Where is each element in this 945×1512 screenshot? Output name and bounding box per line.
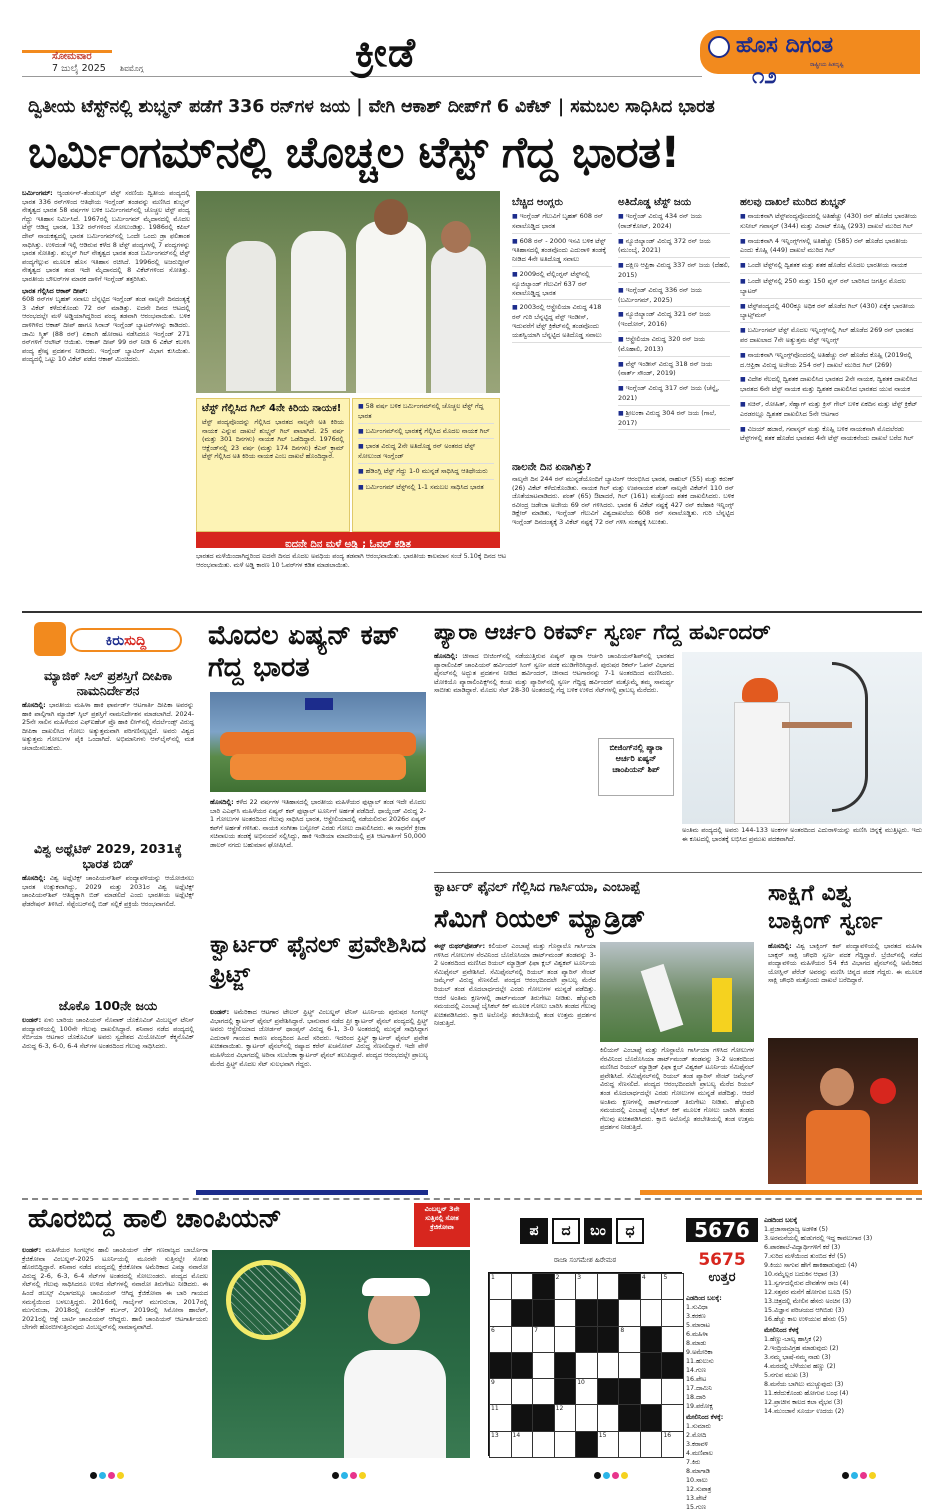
gill-record-9: ■ ಸಚಿನ್, ರೋಹಿತ್, ಸೆಹ್ವಾಗ್ ಮತ್ತು ಕ್ರಿಸ್ ಗೇಲ್ ಬಳಿಕ ಏಕದಿನ ಮತ್ತು ಟೆಸ್ಟ್ ಕ್ರಿಕೆಟ್ ಎರಡರಲ್ಲೂ ದ್ವಿಶತಕ ದಾಖಲಿಸಿದ 5ನೇ ಆಟಗಾರ [740,400,922,422]
gill-record-8: ■ ವಿದೇಶ ನೆಲದಲ್ಲಿ ದ್ವಿಶತಕ ದಾಖಲಿಸಿದ ಭಾರತದ 2ನೇ ನಾಯಕ, ದ್ವಿಶತಕ ದಾಖಲಿಸಿದ ಭಾರತದ 6ನೇ ಟೆಸ್ಟ್ ನಾಯಕ ಮತ್ತು ದ್ವಿಶತಕ ದಾಖಲಿಸಿದ ಭಾರತದ ಯುವ ನಾಯಕ [740,375,922,397]
quick-fact-5: ■ ಬರ್ಮಿಂಗಮ್ ಟೆಸ್ಟ್‌ನಲ್ಲಿ 1-1 ಸಮಬಲ ಸಾಧಿಸಿದ ಭಾರತ [358,483,494,495]
registration-marks [0,1462,945,1474]
india-celebration-photo [196,191,500,393]
brief-2-title: ವಿಶ್ವ ಅಥ್ಲೆಟಿಕ್ 2029, 2031ಕ್ಕೆ ಭಾರತ ಬಿಡ್ [34,841,182,871]
answer-down-8: 12.ಸುಪಾತ್ರ [686,1486,712,1493]
clue-down-7: 11.ಕರೆದುಕೊಂಡು ಹೋಗುವ ಬಂಧ (4) [764,1390,849,1397]
answers-column [686,1294,760,1511]
crossword-cell-number: 14 [512,1431,521,1439]
crossword-cell [597,1299,620,1326]
crossword-letter-1: ಪ [520,1218,548,1244]
clue-across-5: 9.ಕಿಯು ಸಾಗುವ ಹೇಗೆ ಹಾಕಿಹಾಡುವುದು (4) [764,1262,858,1269]
hand-icon [34,622,66,656]
clues-across-title: ಎಡದಿಂದ ಬಲಕ್ಕೆ [764,1217,798,1224]
player-cap [362,1278,430,1296]
boxer-glove [870,1078,896,1104]
clue-across-6: 10.ನಮ್ಮೆಲ್ಲರ ಬದುಕಿನ ಆಧಾರ (3) [764,1271,839,1278]
reg-dots-mid-1 [332,1464,368,1483]
answer-down-6: 8.ಮಾಗಾಡಿ [686,1468,710,1475]
crossword-cell-number: 2 [555,1274,560,1281]
reg-dots-left [90,1464,126,1483]
crossword-cell[interactable] [597,1352,620,1379]
asia-cup-team-photo [210,692,426,792]
brief-1-dateline: ಹೊಸದಿಲ್ಲಿ: [22,701,46,709]
player-head-3 [374,199,408,235]
crossword-cell[interactable] [511,1273,534,1300]
clue-across-10: 15.ವಿಜ್ಞಾನ ಪರಿಚಯದ ಆಗಿಬಿಡು (3) [764,1307,845,1314]
clues-down-list [764,1335,924,1416]
crossword-cell [554,1378,577,1405]
harvinder-text: ಚೀನಾದ ಬೀಜಿಂಗ್‌ನಲ್ಲಿ ನಡೆಯುತ್ತಿರುವ ಏಷ್ಯನ್ ಪ್ಯಾರಾ ಆರ್ಚರಿ ಚಾಂಪಿಯನ್‌ಶಿಪ್‌ನಲ್ಲಿ ಭಾರತದ ಪ್ಯಾರಾಲಿಂಪಿಕ್ ಚಾಂಪಿಯನ್ ಹರ್ವಿಂದರ್ ಸಿಂಗ್ ಸ್ವರ್ಣ ಪದಕ ಮುಡಿಗೇರಿಸಿದ್ದಾರೆ. ಪುರುಷರ ರಿಕರ್ವ್ ಓಪನ್ ವಿಭಾಗದ ಫೈನಲ್‌ನಲ್ಲಿ ಅದ್ಭುತ ಪ್ರದರ್ಶನ ನೀಡಿದ ಹರ್ವಿಂದರ್, ಚೀನಾದ ಆಟಗಾರನನ್ನು 7-1 ಅಂತರದಿಂದ ಮಣಿಸಿದರು. ಟೋಕಿಯೊ ಪ್ಯಾರಾಲಿಂಪಿಕ್ಸ್‌ನಲ್ಲಿ ಕಂಚು ಮತ್ತು ಪ್ಯಾರಿಸ್‌ನಲ್ಲಿ ಸ್ವರ್ಣ ಗೆದ್ದಿದ್ದ ಹರ್ವಿಂದರ್ ಮತ್ತೊಮ್ಮೆ ತಮ್ಮ ಸಾಮರ್ಥ್ಯ ಸಾಬೀತು ಮಾಡಿದ್ದಾರೆ. ಮೊದಲ ಸೆಟ್ 28-30 ಅಂತರದಲ್ಲಿ ಗೆದ್ದ ಬಳಿಕ ಉಳಿದ ಸೆಟ್‌ಗಳಲ್ಲಿ ಪ್ರಾಬಲ್ಯ ಮೆರೆದರು. [434,652,674,695]
real-madrid-body-2: ಕಿಲಿಯನ್ ಎಂಬಾಪ್ಪೆ ಮತ್ತು ಗೊನ್ಜಾಲೊ ಗಾರ್ಸಿಯಾ ಗಳಿಸಿದ ಗೋಲುಗಳ ನೆರವಿನಿಂದ ಬೊರೊಸಿಯಾ ಡಾರ್ಟ್‌ಮಂಡ್ ತಂಡವನ್ನು 3-2 ಅಂತರದಿಂದ ಮಣಿಸಿದ ರಿಯಲ್ ಮ್ಯಾಡ್ರಿಡ್ ಫಿಫಾ ಕ್ಲಬ್ ವಿಶ್ವಕಪ್ ಟೂರ್ನಿಯ ಸೆಮಿಫೈನಲ್ ಪ್ರವೇಶಿಸಿದೆ. ಸೆಮಿಫೈನಲ್‌ನಲ್ಲಿ ರಿಯಲ್ ತಂಡ ಪ್ಯಾರಿಸ್ ಸೇಂಟ್ ಜರ್ಮೈನ್ ವಿರುದ್ಧ ಸೆಣಸಲಿದೆ. ಪಂದ್ಯದ ಆರಂಭದಿಂದಲೇ ಪ್ರಾಬಲ್ಯ ಮೆರೆದ ರಿಯಲ್ ತಂಡ ಮೊದಲಾರ್ಧದಲ್ಲೇ ಎರಡು ಗೋಲುಗಳ ಮುನ್ನಡೆ ಪಡೆದಿತ್ತು. ಆದರೆ ಅಂತಿಮ ಕ್ಷಣಗಳಲ್ಲಿ ಡಾರ್ಟ್‌ಮಂಡ್ ತಿರುಗೇಟು ನೀಡಿತು. ಹೆಚ್ಚುವರಿ ಸಮಯದಲ್ಲಿ ಎಂಬಾಪ್ಪೆ ಬೈಸಿಕಲ್ ಕಿಕ್ ಮೂಲಕ ಗೋಲು ಬಾರಿಸಿ ತಂಡದ ಗೆಲುವು ಖಚಿತಪಡಿಸಿದರು. ಕ್ಸಾಬಿ ಅಲೊನ್ಸೊ ತರಬೇತಿಯಲ್ಲಿ ತಂಡ ಉತ್ತಮ ಪ್ರದರ್ಶನ ನೀಡುತ್ತಿದೆ. [600,1046,754,1132]
real-madrid-headline: ಸೆಮಿಗೆ ರಿಯಲ್ ಮ್ಯಾಡ್ರಿಡ್ [434,904,646,933]
brief-2-body [22,874,194,992]
player-shirt [344,1350,446,1458]
archer-turban [742,678,778,702]
biggest-win-7: ■ ವೆಸ್ಟ್ ಇಂಡೀಸ್ ವಿರುದ್ಧ 318 ರನ್ ಜಯ (ನಾರ್ತ್ ಸೌಂಡ್, 2019) [618,360,730,382]
answer-across-2: 3.ಕರಕಣ [686,1313,706,1320]
player-figure-4 [431,246,486,393]
real-madrid-body [434,942,596,1186]
fritz-text: ಅಮೆರಿಕಾದ ಆಟಗಾರ ಟೇಲರ್ ಫ್ರಿಟ್ಜ್ ವಿಂಬಲ್ಡನ್ ಟೆನಿಸ್ ಟೂರ್ನಿಯ ಪುರುಷರ ಸಿಂಗಲ್ಸ್ ವಿಭಾಗದಲ್ಲಿ ಕ್ವಾರ್ಟರ್ ಫೈನಲ್ ಪ್ರವೇಶಿಸಿದ್ದಾರೆ. ಭಾನುವಾರ ನಡೆದ ಪ್ರೀ ಕ್ವಾರ್ಟರ್ ಫೈನಲ್ ಪಂದ್ಯದಲ್ಲಿ ಫ್ರಿಟ್ಜ್ ಅವರು ಆಸ್ಟ್ರೇಲಿಯಾದ ಜೋರ್ಡನ್ ಥಾಂಪ್ಸನ್ ವಿರುದ್ಧ 6-1, 3-0 ಅಂತರದಲ್ಲಿ ಮುನ್ನಡೆ ಸಾಧಿಸಿದ್ದಾಗ ಎದುರಾಳಿ ಗಾಯದ ಕಾರಣ ಪಂದ್ಯದಿಂದ ಹಿಂದೆ ಸರಿದರು. ಇದರಿಂದ ಫ್ರಿಟ್ಜ್ ಕ್ವಾರ್ಟರ್ ಫೈನಲ್ ಪ್ರವೇಶ ಖಚಿತವಾಯಿತು. ಕ್ವಾರ್ಟರ್ ಫೈನಲ್‌ನಲ್ಲಿ ರಷ್ಯಾದ ಕರೆನ್ ಖಚನೋವ್ ವಿರುದ್ಧ ಸೆಣಸಲಿದ್ದಾರೆ. ಇದೇ ವೇಳೆ ಮಹಿಳೆಯರ ವಿಭಾಗದಲ್ಲಿ ಅರಿನಾ ಸಬಲೆಂಕಾ ಕ್ವಾರ್ಟರ್ ಫೈನಲ್ ತಲುಪಿದ್ದಾರೆ. ಪಂದ್ಯದ ಆರಂಭದಲ್ಲೇ ಪ್ರಾಬಲ್ಯ ಮೆರೆದ ಫ್ರಿಟ್ಜ್ ಮೊದಲ ಸೆಟ್ ಸುಲಭವಾಗಿ ಗೆದ್ದರು. [210,1008,428,1068]
boxer-photo [768,1038,918,1184]
crossword-cell [532,1273,555,1300]
crossword-letter-3: ಬಂ [584,1218,612,1244]
answer-down-7: 10.ಸಾಲು [686,1477,708,1484]
answer-across-7: 11.ಹುಲುಸು [686,1358,714,1365]
biggest-win-5: ■ ನ್ಯೂಜಿಲ್ಯಾಂಡ್ ವಿರುದ್ಧ 321 ರನ್ ಜಯ (ಇಂದೋರ್, 2016) [618,310,730,332]
clue-across-7: 11.ಸ್ವರ್ಗದಲ್ಲಿರುವ ದೇವತೆಗಳ ರಾಜ (4) [764,1280,849,1287]
archer-bow [832,662,868,812]
brief-2-text: ವಿಶ್ವ ಅಥ್ಲೆಟಿಕ್ಸ್ ಚಾಂಪಿಯನ್‌ಶಿಪ್ ಪಂದ್ಯಾವಳಿಯನ್ನು ಆಯೋಜಿಸಲು ಭಾರತ ಉತ್ಸುಕವಾಗಿದ್ದು, 2029 ಮತ್ತು 2031ರ ವಿಶ್ವ ಅಥ್ಲೆಟಿಕ್ಸ್ ಚಾಂಪಿಯನ್‌ಶಿಪ್ ಆತಿಥ್ಯಕ್ಕಾಗಿ ಬಿಡ್ ಮಾಡಲಿದೆ ಎಂದು ಭಾರತೀಯ ಅಥ್ಲೆಟಿಕ್ಸ್ ಫೆಡರೇಷನ್ ತಿಳಿಸಿದೆ. ಸೆಪ್ಟೆಂಬರ್‌ನಲ್ಲಿ ಬಿಡ್ ಸಲ್ಲಿಕೆ ಪ್ರಕ್ರಿಯೆ ಆರಂಭವಾಗಲಿದೆ. [22,874,194,908]
gill-records-column [740,197,922,609]
gill-record-3: ■ ಒಂದೇ ಟೆಸ್ಟ್‌ನಲ್ಲಿ ದ್ವಿಶತಕ ಮತ್ತು ಶತಕ ಹೊಡೆದ ಮೊದಲ ಭಾರತೀಯ ನಾಯಕ [740,261,922,274]
brief-1-text: ಭಾರತೀಯ ಮಹಿಳಾ ಹಾಕಿ ಫಾರ್ವರ್ಡ್ ಆಟಗಾರ್ತಿ ದೀಪಿಕಾ ಅವರನ್ನು ಹಾಕಿ ಪಾಲ್ಗಿಗಾಗಿ ಮ್ಯಾಜಿಕ್ ಸ್ಕಿಲ್ ಪ್ರಶಸ್ತಿಗೆ ನಾಮನಿರ್ದೇಶನ ಮಾಡಲಾಗಿದೆ. 2024-25ನೇ ಸಾಲಿನ ಮಹಿಳೆಯರ ಎಫ್‌ಐಹೆಚ್ ಪ್ರೊ ಹಾಕಿ ಲೀಗ್‌ನಲ್ಲಿ ನೆದರ್ಲೆಂಡ್ಸ್ ವಿರುದ್ಧ ದೀಪಿಕಾ ದಾಖಲಿಸಿದ ಗೋಲು ಅತ್ಯುತ್ತಮವಾಗಿ ಪರಿಗಣಿಸಲ್ಪಟ್ಟಿದೆ. ಅವರು ವಿಶ್ವದ ಅತ್ಯುತ್ತಮ ಗೋಲುಗಳ ಪೈಕಿ ಒಂದಾಗಿದೆ. ಅಭಿಮಾನಿಗಳು ಆನ್‌ಲೈನ್‌ನಲ್ಲಿ ಮತ ಚಲಾಯಿಸಬಹುದು. [22,701,194,752]
crossword-subtitle: ರಾಜಾ ಸಂಗಮೇಶ ಹಿರೇಮಠ [553,1256,617,1264]
crossword-cell[interactable] [618,1352,641,1379]
crossword-cell-number: 10 [577,1379,585,1387]
brief-3-title: ಜೊಕೊ 100ನೇ ಜಯ [58,998,158,1013]
records-title: ಬೆಚ್ಚಿದ ಆಂಗ್ಲರು [512,197,563,208]
record-1: ■ ಇಂಗ್ಲೆಂಡ್ ಗೆಲುವಿಗೆ ಬೃಹತ್ 608 ರನ್ ಸವಾಲೊಡ್ಡಿದ ಭಾರತ [512,212,612,234]
brief-3-body [22,1016,194,1134]
kirusuddi-label-a: ಕಿರು [105,633,125,649]
young-captain-title: ಟೆಸ್ಟ್ ಗೆಲ್ಲಿಸಿದ ಗಿಲ್ 4ನೇ ಕಿರಿಯ ನಾಯಕ! [202,403,342,414]
brand-box [700,30,920,74]
answer-across-9: 16.ಪೇಟ [686,1376,707,1383]
answer-across-11: 18.ದಾರಿ [686,1394,706,1401]
clue-down-9: 14.ಮುಂಜಾನೆ ಸೂರ್ಯ ಉದಯ (2) [764,1408,844,1415]
halep-badge-line1: ವಿಂಬಲ್ಡನ್ 3ನೇ [424,1205,460,1213]
harvinder-dateline: ಹೊಸದಿಲ್ಲಿ: [434,652,458,660]
crossword-cell[interactable] [489,1299,512,1326]
crossword-cell [575,1299,598,1326]
clue-down-8: 12.ಪ್ರಾಚೀನ ಕಾಲದ ಕಲಾ ವೈಭವ (3) [764,1399,843,1406]
crossword-cell[interactable] [554,1431,577,1458]
crossword-cell [575,1431,598,1458]
crossword-cell [489,1352,512,1379]
crossword-cell-number: 11 [491,1405,499,1413]
crossword-cell [532,1404,555,1431]
day4-body: ನಾಲ್ಕನೇ ದಿನ 244 ರನ್ ಮುನ್ನಡೆಯೊಂದಿಗೆ ಬ್ಯಾಟಿಂಗ್ ಆರಂಭಿಸಿದ ಭಾರತ, ರಾಹುಲ್ (55) ಮತ್ತು ಕರುಣ್ (26) ವಿಕೆಟ್ ಕಳೆದುಕೊಂಡಿತು. ನಾಯಕ ಗಿಲ್ ಮತ್ತು ಉಪನಾಯಕ ಪಂತ್ ನಾಲ್ಕನೇ ವಿಕೆಟ್‌ಗೆ 110 ರನ್ ಜೊತೆಯಾಟವಾಡಿದರು. ಪಂತ್ (65) ಔಟಾದರೆ, ಗಿಲ್ (161) ಮತ್ತೊಂದು ಶತಕ ದಾಖಲಿಸಿದರು. ಬಳಿಕ ರವೀಂದ್ರ ಜಡೇಜಾ ಅಜೇಯ 69 ರನ್ ಗಳಿಸಿದರು. ಭಾರತ 6 ವಿಕೆಟ್ ನಷ್ಟಕ್ಕೆ 427 ರನ್ ಕಲೆಹಾಕಿ ಇನ್ನಿಂಗ್ಸ್ ಡಿಕ್ಲೇರ್ ಮಾಡಿತು, ಇಂಗ್ಲೆಂಡ್ ಗೆಲುವಿಗೆ ವಿಶ್ವದಾಖಲೆಯ 608 ರನ್ ಸವಾಲೊಡ್ಡಿತು. ಗುರಿ ಬೆನ್ನಟ್ಟಿದ ಇಂಗ್ಲೆಂಡ್ ದಿನದಂತ್ಯಕ್ಕೆ 3 ವಿಕೆಟ್ ನಷ್ಟಕ್ಕೆ 72 ರನ್ ಗಳಿಸಿ ಸಂಕಷ್ಟಕ್ಕೆ ಸಿಲುಕಿತು. [512,475,734,526]
record-4: ■ 2003ರಲ್ಲಿ ಆಸ್ಟ್ರೇಲಿಯಾ ವಿರುದ್ಧ 418 ರನ್ ಗುರಿ ಬೆನ್ನಟ್ಟಿದ್ದ ವೆಸ್ಟ್ ಇಂಡೀಸ್, ಇದುವರೆಗೆ ಟೆಸ್ಟ್ ಕ್ರಿಕೆಟ್‌ನಲ್ಲಿ ತಂಡವೊಂದು ಯಶಸ್ವಿಯಾಗಿ ಬೆನ್ನಟ್ಟಿದ ಅತಿದೊಡ್ಡ ಸವಾಲು [512,303,612,342]
answer-across-6: 9.ಅಮೇರಿಕಾ [686,1349,713,1356]
clue-across-11: 16.ಹೆಚ್ಚು ಕಾಲ ಉಳಿಯುವ ಹೆಸರು (5) [764,1316,847,1323]
crossword-cell[interactable] [618,1431,641,1458]
crossword-cell[interactable] [575,1352,598,1379]
clues-across-list [764,1225,924,1324]
kirusuddi-header [22,618,194,664]
crossword-cell-number: 13 [491,1431,499,1439]
masthead-divider [22,76,702,77]
player-figure-1 [226,241,276,391]
boxer-head [820,1068,854,1106]
answer-number: 5675 [698,1250,746,1270]
crossword-letter-4: ಧ [616,1218,644,1244]
fritz-dateline: ಲಂಡನ್: [210,1008,230,1016]
clue-across-9: 13.ಚಿತ್ರದಲ್ಲಿ ಮೇಲಿನ ಹೆಸರು ಅಂಚಿನ (3) [764,1298,852,1305]
biggest-win-3: ■ ದಕ್ಷಿಣ ಆಫ್ರಿಕಾ ವಿರುದ್ಧ 337 ರನ್ ಜಯ (ದೆಹಲಿ, 2015) [618,261,730,283]
crossword-cell-number: 7 [534,1326,538,1334]
section-divider-1 [22,611,922,613]
biggest-win-9: ■ ಶ್ರೀಲಂಕಾ ವಿರುದ್ಧ 304 ರನ್ ಜಯ (ಗಾಲೆ, 2017) [618,409,730,431]
quick-fact-3: ■ ಭಾರತ ವಿರುದ್ಧ 2ನೇ ಅತಿದೊಡ್ಡ ರನ್ ಅಂತರದ ಟೆಸ್ಟ್ ಸೋಲುಂಡ ಇಂಗ್ಲೆಂಡ್ [358,442,494,464]
clue-down-5: 5.ನಗುವ ಮುಖ (3) [764,1372,809,1379]
kirusuddi-label-b: ಸುದ್ದಿ [124,633,147,649]
boxing-text: ವಿಶ್ವ ಬಾಕ್ಸಿಂಗ್ ಕಪ್ ಪಂದ್ಯಾವಳಿಯಲ್ಲಿ ಭಾರತದ ಮಹಿಳಾ ಬಾಕ್ಸರ್ ಸಾಕ್ಷಿ ಚೌಧರಿ ಸ್ವರ್ಣ ಪದಕ ಗೆದ್ದಿದ್ದಾರೆ. ಬ್ರೆಜಿಲ್‌ನಲ್ಲಿ ನಡೆದ ಪಂದ್ಯಾವಳಿಯ ಮಹಿಳೆಯರ 54 ಕೆಜಿ ವಿಭಾಗದ ಫೈನಲ್‌ನಲ್ಲಿ ಅಮೆರಿಕದ ಯೋಸ್ಲಿನ್ ಪೆರೆಜ್ ಅವರನ್ನು ಮಣಿಸಿ ಚಿನ್ನದ ಪದಕ ಗೆದ್ದರು. ಈ ಮೂಲಕ ಸಾಕ್ಷಿ ಚೌಧರಿ ಮತ್ತೊಂದು ದಾಖಲೆ ಬರೆದಿದ್ದಾರೆ. [768,942,922,985]
clue-across-8: 12.ಸತ್ತವರ ಮನೆಗೆ ಹೋಗುವ ಬೂದಿ (5) [764,1289,852,1296]
asia-cup-body [210,798,426,922]
real-madrid-text: ಕಿಲಿಯನ್ ಎಂಬಾಪ್ಪೆ ಮತ್ತು ಗೊನ್ಜಾಲೊ ಗಾರ್ಸಿಯಾ ಗಳಿಸಿದ ಗೋಲುಗಳ ನೆರವಿನಿಂದ ಬೊರೊಸಿಯಾ ಡಾರ್ಟ್‌ಮಂಡ್ ತಂಡವನ್ನು 3-2 ಅಂತರದಿಂದ ಮಣಿಸಿದ ರಿಯಲ್ ಮ್ಯಾಡ್ರಿಡ್ ಫಿಫಾ ಕ್ಲಬ್ ವಿಶ್ವಕಪ್ ಟೂರ್ನಿಯ ಸೆಮಿಫೈನಲ್ ಪ್ರವೇಶಿಸಿದೆ. ಸೆಮಿಫೈನಲ್‌ನಲ್ಲಿ ರಿಯಲ್ ತಂಡ ಪ್ಯಾರಿಸ್ ಸೇಂಟ್ ಜರ್ಮೈನ್ ವಿರುದ್ಧ ಸೆಣಸಲಿದೆ. ಪಂದ್ಯದ ಆರಂಭದಿಂದಲೇ ಪ್ರಾಬಲ್ಯ ಮೆರೆದ ರಿಯಲ್ ತಂಡ ಮೊದಲಾರ್ಧದಲ್ಲೇ ಎರಡು ಗೋಲುಗಳ ಮುನ್ನಡೆ ಪಡೆದಿತ್ತು. ಆದರೆ ಅಂತಿಮ ಕ್ಷಣಗಳಲ್ಲಿ ಡಾರ್ಟ್‌ಮಂಡ್ ತಿರುಗೇಟು ನೀಡಿತು. ಹೆಚ್ಚುವರಿ ಸಮಯದಲ್ಲಿ ಎಂಬಾಪ್ಪೆ ಬೈಸಿಕಲ್ ಕಿಕ್ ಮೂಲಕ ಗೋಲು ಬಾರಿಸಿ ತಂಡದ ಗೆಲುವು ಖಚಿತಪಡಿಸಿದರು. ಕ್ಸಾಬಿ ಅಲೊನ್ಸೊ ತರಬೇತಿಯಲ್ಲಿ ತಂಡ ಉತ್ತಮ ಪ್ರದರ್ಶನ ನೀಡುತ್ತಿದೆ. [434,942,596,1028]
crossword-cell[interactable] [640,1378,663,1405]
gill-record-10: ■ ವಿಜಯ್ ಹಜಾರೆ, ಗವಾಸ್ಕರ್ ಮತ್ತು ಕೊಹ್ಲಿ ಬಳಿಕ ನಾಯಕನಾಗಿ ಮೊದಲೆರಡು ಟೆಸ್ಟ್‌ಗಳಲ್ಲಿ ಶತಕ ಹೊಡೆದ ಭಾರತದ 4ನೇ ಟೆಸ್ಟ್ ನಾಯಕನೆಂದು ದಾಖಲೆ ಬರೆದ ಗಿಲ್ [740,425,922,446]
crossword-cell[interactable] [597,1273,620,1300]
crossword-cell[interactable] [618,1299,641,1326]
harvinder-archer-photo [682,652,922,824]
answers-down-title: ಮೇಲಿನಿಂದ ಕೆಳಕ್ಕೆ: [686,1414,724,1421]
harvinder-headline: ಪ್ಯಾರಾ ಆರ್ಚರಿ ರಿಕರ್ವ್ ಸ್ವರ್ಣ ಗೆದ್ದ ಹರ್ವಿಂದರ್ [434,620,771,645]
lead-kicker: ದ್ವಿತೀಯ ಟೆಸ್ಟ್‌ನಲ್ಲಿ ಶುಭ್ಮನ್ ಪಡೆಗೆ 336 ರನ್‌ಗಳ ಜಯ | ವೇಗಿ ಆಕಾಶ್ ದೀಪ್‌ಗೆ 6 ವಿಕೆಟ್ | ಸಮಬಲ ಸಾಧಿಸಿದ ಭಾರತ [28,97,715,117]
halep-badge-line2: ಸುತ್ತಿನಲ್ಲಿ ಸೋತ ಕ್ರೆಜಿಕೋವಾ [425,1214,459,1231]
fritz-headline: ಕ್ವಾರ್ಟರ್ ಫೈನಲ್ ಪ್ರವೇಶಿಸಿದ ಫ್ರಿಟ್ಜ್ [210,932,427,988]
kirusuddi-column [22,618,194,1188]
color-bar-right [640,1190,922,1195]
answer-down-4: 4.ಮಣಿಪಾಲ [686,1450,713,1457]
biggest-wins-column [618,197,730,459]
clues-down-title: ಮೇಲಿನಿಂದ ಕೆಳಕ್ಕೆ [764,1327,799,1334]
clue-down-1: 1.ಹೆಣ್ಣು-ಬಾಲ್ಯ ಹಾಸ್ತಿಕ (2) [764,1336,822,1343]
lead-subhead: ಭಾರತ ಗೆಲ್ಲಿಸಿದ ಆಕಾಶ್ ದೀಪ್: [22,286,88,295]
crossword-cell-number: 8 [620,1326,625,1334]
masthead [0,0,945,98]
crossword-cell [575,1326,598,1353]
crossword-cell-number: 15 [598,1431,607,1439]
crossword-cell[interactable] [597,1404,620,1431]
crossword-letter-2: ದ [552,1218,580,1244]
young-captain-box [196,398,350,532]
reg-dots-mid-2 [594,1464,630,1483]
archer-body [734,702,790,824]
rain-banner [196,532,500,548]
color-bar-left [196,1190,428,1195]
halep-headline: ಹೊರಬಿದ್ದ ಹಾಲಿ ಚಾಂಪಿಯನ್ [28,1204,282,1234]
team-row-back [220,732,416,756]
answer-across-4: 6.ಮಹಿಳಾ [686,1331,708,1338]
boxing-headline: ಸಾಕ್ಷಿಗೆ ವಿಶ್ವ ಬಾಕ್ಸಿಂಗ್ ಸ್ವರ್ಣ [768,881,883,934]
lead-body-column [22,189,190,607]
clue-down-3: 3.ನಮ್ಮ ಭಾಷೆ-ನಮ್ಮ ನಾಡು (3) [764,1354,831,1361]
brief-2-dateline: ಹೊಸದಿಲ್ಲಿ: [22,874,46,882]
scoreboard [305,698,333,710]
rain-text: ಭಾರತದ ಮಳೆಯಿಂದಾಗಿದ್ದರಿಂದ ಐದನೇ ದಿನದ ಮೊದಲ ಅವಧಿಯ ಪಂದ್ಯ ತಡವಾಗಿ ಆರಂಭವಾಯಿತು. ಭಾರತೀಯ ಕಾಲಮಾನ ಸಂಜೆ 5.10ಕ್ಕೆ ದಿನದ ಆಟ ಆರಂಭವಾಯಿತು. ಮಳೆ ಅಡ್ಡಿ ಕಾರಣ 10 ಓವರ್‌ಗಳ ಕಡಿತ ಮಾಡಲಾಯಿತು. [196,552,506,569]
mbappe-photo [600,942,754,1042]
brief-1-body [22,701,194,835]
crossword-cell-number: 12 [555,1405,564,1413]
quick-fact-1: ■ 58 ವರ್ಷ ಬಳಿಕ ಬರ್ಮಿಂಗಮ್‌ನಲ್ಲಿ ಚೊಚ್ಚಲ ಟೆಸ್ಟ್ ಗೆದ್ದ ಭಾರತ [358,402,494,424]
records-column [512,197,612,459]
krejcikova-photo [212,1250,470,1458]
young-captain-body: ಟೆಸ್ಟ್ ಪಂದ್ಯವೊಂದನ್ನು ಗೆಲ್ಲಿಸಿದ ಭಾರತದ ನಾಲ್ಕನೇ ಅತಿ ಕಿರಿಯ ನಾಯಕ ಎನ್ನುವ ದಾಖಲೆ ಶುಭ್ಮನ್ ಗಿಲ್ ಪಾಲಾಗಿದೆ. 25 ವರ್ಷ (ಮತ್ತು 301 ದಿನಗಳು) ನಾಯಕ ಗಿಲ್ ಒಡೆದಿದ್ದಾರೆ. 1976ರಲ್ಲಿ ಆಕ್ಲೆಂಡ್‌ನಲ್ಲಿ 23 ವರ್ಷ (ಮತ್ತು 174 ದಿನಗಳು) ಕೆಎಸ್‌ ಕ್ರಾಮ್ ಟೆಸ್ಟ್ ಗೆಲ್ಲಿಸಿದ ಅತಿ ಕಿರಿಯ ನಾಯಕ ಎಂಬ ದಾಖಲೆ ಹೊಂದಿದ್ದಾರೆ. [202,418,344,461]
crossword-number: 5676 [686,1218,758,1242]
brief-3-text: ಏಳು ಬಾರಿಯ ಚಾಂಪಿಯನ್ ನೊವಾಕ್ ಜೊಕೊವಿಚ್ ವಿಂಬಲ್ಡನ್ ಟೆನಿಸ್ ಪಂದ್ಯಾವಳಿಯಲ್ಲಿ 100ನೇ ಗೆಲುವು ದಾಖಲಿಸಿದ್ದಾರೆ. ಶನಿವಾರ ನಡೆದ ಪಂದ್ಯದಲ್ಲಿ ಸೆರ್ಬಿಯಾ ಆಟಗಾರ ಜೊಕೊವಿಚ್ ಅವರು ಸ್ವದೇಶದ ಮಿಯೋಮಿರ್ ಕೆಕ್ಮನೊವಿಕ್ ವಿರುದ್ಧ 6-3, 6-0, 6-4 ಸೆಟ್‌ಗಳ ಅಂತರದಿಂದ ಗೆಲುವು ಸಾಧಿಸಿದರು. [22,1016,194,1050]
clue-down-6: 8.ಮನೆಯ ಬಾಗಿಲು ಮುಚ್ಚುವುದು (3) [764,1381,844,1388]
boxer-body [806,1110,870,1184]
answer-across-10: 17.ದಾಮಿನಿ [686,1385,712,1392]
boxing-dateline: ಹೊಸದಿಲ್ಲಿ: [768,942,792,950]
asia-cup-headline: ಮೊದಲ ಏಷ್ಯನ್ ಕಪ್ ಗೆದ್ದ ಭಾರತ [208,620,399,683]
clue-across-2: 3.ಅರಮನೆಯಲ್ಲಿ ಹುಡುಗರಲ್ಲಿ ಇದ್ದ ಕಾವಲುಗಾರ (3) [764,1235,873,1242]
reg-dots-right [842,1464,878,1483]
brief-3-dateline: ಲಂಡನ್: [22,1016,42,1024]
halep-body [22,1246,208,1458]
biggest-win-8: ■ ಇಂಗ್ಲೆಂಡ್ ವಿರುದ್ಧ 317 ರನ್ ಜಯ (ಚೆನ್ನೈ, 2021) [618,384,730,406]
crossword-cell [640,1326,663,1353]
lead-body: ಆ್ಯಂಡರ್ಸನ್-ತೆಂಡುಲ್ಕರ್ ಟೆಸ್ಟ್ ಸರಣಿಯ ದ್ವಿತೀಯ ಪಂದ್ಯದಲ್ಲಿ ಭಾರತ 336 ರನ್‌ಗಳಿಂದ ಆತಿಥೇಯ ಇಂಗ್ಲೆಂಡ್ ತಂಡವನ್ನು ಮಣಿಸಿದ ಶುಭ್ಮನ್ ನೇತೃತ್ವದ ಭಾರತ 58 ವರ್ಷಗಳ ಬಳಿಕ ಬರ್ಮಿಂಗಮ್‌ನಲ್ಲಿ ಚೊಚ್ಚಲ ಟೆಸ್ಟ್ ಪಂದ್ಯ ಗೆದ್ದು ಇತಿಹಾಸ ನಿರ್ಮಿಸಿದೆ. 1967ರಲ್ಲಿ ಬರ್ಮಿಂಗಮ್ ಮೈದಾನದಲ್ಲಿ ಮೊದಲ ಟೆಸ್ಟ್ ಆಡಿದ್ದ ಭಾರತ, 132 ರನ್‌ಗಳಿಂದ ಸೋಲುಂಡಿತ್ತು. 1986ರಲ್ಲಿ ಕಪಿಲ್ ದೇವ್ ನಾಯಕತ್ವದಲ್ಲಿ ಭಾರತ ಬರ್ಮಿಂಗಮ್‌ನಲ್ಲಿ ಒಂದೇ ಒಂದು ಡ್ರಾ ಫಲಿತಾಂಶ ಸಾಧಿಸಿತ್ತು. ಉಳಿದಂತೆ ಇಲ್ಲಿ ಆಡಿರುವ ಕಳೆದ 8 ಟೆಸ್ಟ್ ಪಂದ್ಯಗಳಲ್ಲಿ 7 ಪಂದ್ಯಗಳನ್ನು ಭಾರತ ಸೋತಿತ್ತು. ಶುಭ್ಮನ್ ಗಿಲ್ ನೇತೃತ್ವದ ಭಾರತ ತಂಡ ಬರ್ಮಿಂಗಮ್‌ನಲ್ಲಿ ಟೆಸ್ಟ್ ಪಂದ್ಯಗೆಲ್ಲುವ ಮೂಲಕ ಹೊಸ ಇತಿಹಾಸ ರಚಿಸಿದೆ. 1996ರಲ್ಲಿ ಅಜರುದ್ದೀನ್ ನೇತೃತ್ವದ ಭಾರತ ತಂಡ ಇದೇ ಮೈದಾನದಲ್ಲಿ 8 ವಿಕೆಟ್‌ಗಳಿಂದ ಸೋತಿತ್ತು. ಭಾರತೀಯ ಬೌಲರ್‌ಗಳ ಮಾರಕ ದಾಳಿಗೆ ಇಂಗ್ಲೆಂಡ್ ತತ್ತರಿಸಿತು. [22,189,190,283]
clue-across-1: 1.ಪ್ರಜಾಸಾಮ್ರಾಜ್ಯ ಅಡಳಿತ (5) [764,1226,828,1233]
answer-across-3: 5.ಮಾರಾಟ [686,1322,710,1329]
biggest-win-4: ■ ಇಂಗ್ಲೆಂಡ್ ವಿರುದ್ಧ 336 ರನ್ ಜಯ (ಬರ್ಮಿಂಗಮ್, 2025) [618,286,730,308]
brief-1-title: ಮ್ಯಾಜಿಕ್ ಸಿಲ್ ಪ್ರಶಸ್ತಿಗೆ ದೀಪಿಕಾ ನಾಮನಿರ್ದೇಶನ [43,668,173,698]
crossword-cell [511,1352,534,1379]
crossword-cell[interactable] [661,1326,684,1353]
player-figure-3 [356,221,426,393]
mbappe-figure [641,964,684,1032]
crossword-cell[interactable] [640,1299,663,1326]
harvinder-callout [598,738,674,796]
crossword-cell-number: 4 [641,1274,646,1281]
gill-record-2: ■ ನಾಯಕನಾಗಿ 4 ಇನ್ನಿಂಗ್ಸ್‌ಗಳಲ್ಲಿ ಅತಿಹೆಚ್ಚು (585) ರನ್ ಹೊಡೆದ ಭಾರತೀಯ ಎಂದು ಕೊಹ್ಲಿ (449) ದಾಖಲೆ ಮುರಿದ ಗಿಲ್ [740,237,922,259]
halep-text: ಮಹಿಳೆಯರ ಸಿಂಗಲ್ಸ್‌ನ ಹಾಲಿ ಚಾಂಪಿಯನ್ ಜೆಕ್ ಗಣರಾಜ್ಯದ ಬಾರ್ಬೊರಾ ಕ್ರೆಜಿಕೋವಾ ವಿಂಬಲ್ಡನ್-2025 ಟೂರ್ನಿಯಲ್ಲಿ ಮೂರನೇ ಸುತ್ತಿನಲ್ಲೇ ಸೋತು ಹೊರಬಿದ್ದಿದ್ದಾರೆ. ಶನಿವಾರ ನಡೆದ ಪಂದ್ಯದಲ್ಲಿ ಕ್ರೆಜಿಕೋವಾ ಅಮೆರಿಕಾದ ಎಮ್ಮಾ ನವಾರೋ ವಿರುದ್ಧ 2-6, 6-3, 6-4 ಸೆಟ್‌ಗಳ ಅಂತರದಲ್ಲಿ ಸೋಲುಂಡರು. ಪಂದ್ಯದ ಮೊದಲ ಸೆಟ್‌ನಲ್ಲಿ ಗೆಲುವು ಸಾಧಿಸಿದರೂ ಉಳಿದ ಸೆಟ್‌ಗಳಲ್ಲಿ ನವಾರೋ ತಿರುಗೇಟು ನೀಡಿದರು. ಈ ಹಿಂದೆ ಡಬಲ್ಸ್ ವಿಭಾಗದಲ್ಲೂ ಚಾಂಪಿಯನ್ ಆಗಿದ್ದ ಕ್ರೆಜಿಕೋವಾ ಈ ಬಾರಿ ಗಾಯದ ಸಮಸ್ಯೆಯಿಂದ ಬಳಲುತ್ತಿದ್ದರು. 2016ರಲ್ಲಿ ಗಾರ್ಬೈನ್ ಮುಗುರುಜಾ, 2017ರಲ್ಲಿ ಮುಗುರುಜಾ, 2018ರಲ್ಲಿ ಏಂಜೆಲಿಕ್ ಕರ್ಬರ್, 2019ರಲ್ಲಿ ಸಿಮೋನಾ ಹಾಲೆಪ್, 2021ರಲ್ಲಿ ಆಶ್ಲೆ ಬಾರ್ಟಿ ಚಾಂಪಿಯನ್ ಆಗಿದ್ದರು. ಹಾಲಿ ಚಾಂಪಿಯನ್ ಆಟಗಾರ್ತಿಯರು ಬೇಗನೇ ಹೊರಬೀಳುತ್ತಿರುವುದು ವಿಂಬಲ್ಡನ್‌ನಲ್ಲಿ ಸಾಮಾನ್ಯವಾಗಿದೆ. [22,1246,208,1332]
gill-records-title: ಹಲವು ದಾಖಲೆ ಮುರಿದ ಶುಭ್ಮನ್ [740,197,847,208]
day4-summary [512,462,734,608]
quick-facts-box [352,398,500,532]
crossword-cell-number: 5 [663,1274,668,1281]
answers-across-list [686,1303,760,1411]
answer-down-9: 13.ಪೇಟೆ [686,1495,707,1502]
crossword-cell-number: 9 [491,1379,495,1387]
gill-record-4: ■ ಒಂದೇ ಟೆಸ್ಟ್‌ನಲ್ಲಿ 250 ಮತ್ತು 150 ಪ್ಲಸ್ ರನ್ ಬಾರಿಸಿದ ಜಗತ್ತಿನ ಮೊದಲ ಬ್ಯಾಟರ್ [740,277,922,299]
quick-fact-4: ■ ಹೆಡಿಂಗ್ಲಿ ಟೆಸ್ಟ್ ಗೆದ್ದು 1-0 ಮುನ್ನಡೆ ಸಾಧಿಸಿದ್ದ ಆತಿಥೇಯರು [358,467,494,480]
biggest-win-2: ■ ನ್ಯೂಜಿಲ್ಯಾಂಡ್ ವಿರುದ್ಧ 372 ರನ್ ಜಯ (ಮುಂಬೈ, 2021) [618,237,730,259]
answer-across-1: 1.ಸುವಿಧಾ [686,1304,708,1311]
section-title: ಕ್ರೀಡೆ [355,30,416,76]
kirusuddi-pill [70,628,182,652]
crossword-cell [511,1299,534,1326]
section-divider-2 [434,872,922,873]
crossword-cell [532,1299,555,1326]
lead-headline: ಬರ್ಮಿಂಗಮ್‌ನಲ್ಲಿ ಚೊಚ್ಚಲ ಟೆಸ್ಟ್ ಗೆದ್ದ ಭಾರತ! [28,128,680,178]
date-label: 7 ಜುಲೈ 2025 [52,63,106,74]
answer-down-1: 1.ಸುಮಾರು [686,1423,711,1430]
answer-down-2: 2.ಮೋದಿ [686,1432,707,1439]
answer-down-3: 3.ಕರಾವಳಿ [686,1441,708,1448]
archer-arm [782,722,852,728]
crossword-cell[interactable] [575,1404,598,1431]
crossword-cell [640,1352,663,1379]
crossword-grid [488,1272,682,1456]
answers-across-title: ಎಡದಿಂದ ಬಲಕ್ಕೆ: [686,1295,722,1302]
brand-name: ಹೊಸ ದಿಗಂತ [736,33,834,58]
gill-record-1: ■ ನಾಯಕನಾಗಿ ಟೆಸ್ಟ್‌ಪಂದ್ಯವೊಂದರಲ್ಲಿ ಅತಿಹೆಚ್ಚು (430) ರನ್ ಹೊಡೆದ ಭಾರತೀಯ ಸುನೀಲ್ ಗವಾಸ್ಕರ್ (344) ಮತ್ತು ವಿರಾಟ್ ಕೊಹ್ಲಿ (293) ದಾಖಲೆ ಮುರಿದ ಗಿಲ್ [740,212,922,234]
fritz-body [210,1008,428,1186]
crossword-cell [618,1404,641,1431]
brand-tagline: ರಾಷ್ಟ್ರೀಯ ಹಿತದೃಷ್ಟಿ [810,62,844,68]
lead-body-2: 608 ರನ್‌ಗಳ ಬೃಹತ್ ಸವಾಲು ಬೆನ್ನಟ್ಟಿದ ಇಂಗ್ಲೆಂಡ್ ತಂಡ ನಾಲ್ಕನೇ ದಿನದಂತ್ಯಕ್ಕೆ 3 ವಿಕೆಟ್ ಕಳೆದುಕೊಂಡು 72 ರನ್ ಮಾಡಿತ್ತು. ಐದನೇ ದಿನದ ಆಟದಲ್ಲಿ ಆರಂಭದಲ್ಲೇ ಮಳೆ ಅಡ್ಡಿಯಾಗಿದ್ದರಿಂದ ಪಂದ್ಯ ತಡವಾಗಿ ಆರಂಭವಾಯಿತು. ಬಳಿಕ ದಾಳಿಗಿಳಿದ ಆಕಾಶ್ ದೀಪ್ ಹಾಗೂ ಸಿರಾಜ್ ಇಂಗ್ಲೆಂಡ್ ಬ್ಯಾಟರ್‌ಗಳನ್ನು ಕಾಡಿದರು. ಜಾಮಿ ಸ್ಮಿತ್ (88 ರನ್) ಏಕಾಂಗಿ ಹೋರಾಟ ನಡೆಸಿದರೂ ಇಂಗ್ಲೆಂಡ್ 271 ರನ್‌ಗಳಿಗೆ ಆಲೌಟ್ ಆಯಿತು. ಆಕಾಶ್ ದೀಪ್ 99 ರನ್ ನೀಡಿ 6 ವಿಕೆಟ್ ಕಬಳಿಸಿ ಪಂದ್ಯ ಶ್ರೇಷ್ಠ ಪ್ರದರ್ಶನ ನೀಡಿದರು. ಇಂಗ್ಲೆಂಡ್ ಬ್ಯಾಟಿಂಗ್ ವಿಭಾಗ ಕುಸಿಯಿತು. ಪಂದ್ಯದಲ್ಲಿ ಒಟ್ಟು 10 ವಿಕೆಟ್ ಪಡೆದ ಆಕಾಶ್ ಮಿಂಚಿದರು. [22,295,190,364]
crossword-cell[interactable] [554,1299,577,1326]
answer-across-12: 19.ಪರೋಕ್ಷ [686,1403,713,1410]
crossword-cell [661,1352,684,1379]
crossword-cell [597,1326,620,1353]
gill-record-5: ■ ಟೆಸ್ಟ್‌ಪಂದ್ಯದಲ್ಲಿ 400ಕ್ಕೂ ಅಧಿಕ ರನ್ ಹೊಡೆದ ಗಿಲ್ (430) ಏಕೈಕ ಭಾರತೀಯ ಬ್ಯಾಟ್ಸ್‌ಮನ್ [740,302,922,324]
crossword-cell[interactable] [532,1378,555,1405]
record-3: ■ 2009ರಲ್ಲಿ ವೆಲ್ಲಿಂಗ್ಟನ್ ಟೆಸ್ಟ್‌ನಲ್ಲಿ ನ್ಯೂಜಿಲ್ಯಾಂಡ್ ಗೆಲುವಿಗೆ 637 ರನ್ ಸವಾಲೊಡ್ಡಿದ್ದ ಭಾರತ [512,270,612,300]
answer-across-5: 8.ಮಾಡು [686,1340,707,1347]
team-row-front [230,754,406,780]
crossword-cell [511,1404,534,1431]
crossword-cell[interactable] [661,1378,684,1405]
clue-across-4: 7.ಸುರಿದ ಮಳೆಯಿಂದ ತುಂಬಿದ ಕೆರೆ (5) [764,1253,847,1260]
crossword-cell [640,1404,663,1431]
harvinder-body-2: ಅಂತಿಮ ಪಂದ್ಯದಲ್ಲಿ ಅವರು 144-133 ಅಂಕಗಳ ಅಂತರದಿಂದ ಎದುರಾಳಿಯನ್ನು ಮಣಿಸಿ ಚಿನ್ನಕ್ಕೆ ಮುತ್ತಿಟ್ಟರು. ಇದು ಈ ಕೂಟದಲ್ಲಿ ಭಾರತಕ್ಕೆ ಲಭಿಸಿದ ಪ್ರಮುಖ ಪದಕವಾಗಿದೆ. [682,826,922,843]
crossword-cell[interactable] [661,1404,684,1431]
defender-figure [712,978,732,1032]
harvinder-callout-text: ಬೀಜಿಂಗ್‌ನಲ್ಲಿ ಪ್ಯಾರಾ ಆರ್ಚರಿ ಏಷ್ಯನ್ ಚಾಂಪಿಯನ್ ಶಿಪ್ [609,743,663,774]
player-figure-2 [291,231,346,391]
halep-dateline: ಲಂಡನ್: [22,1246,42,1254]
answer-down-10: 15.ಗುಣ [686,1504,706,1511]
answer-down-5: 7.ಕಿರು [686,1459,701,1466]
real-madrid-kicker: ಕ್ವಾರ್ಟರ್ ಫೈನಲ್ ಗೆಲ್ಲಿಸಿದ ಗಾರ್ಸಿಯಾ, ಎಂಬಾಪ್ಪೆ [434,880,641,895]
crossword-cell [554,1352,577,1379]
halep-badge [414,1203,470,1247]
racket-icon [226,1260,306,1340]
crossword-cell[interactable] [511,1326,534,1353]
crossword-cell [618,1273,641,1300]
boxing-body [768,942,922,1034]
day-label: ಸೋಮವಾರ [52,51,92,62]
day4-title: ನಾಲನೇ ದಿನ ಏನಾಗಿತ್ತು? [512,462,592,473]
real-madrid-dateline: ಈಸ್ಟ್ ರುಥರ್‌ಫೋರ್ಡ್: [434,942,486,950]
brand-logo-icon [708,36,730,58]
answer-across-8: 14.ಗುಣ [686,1367,706,1374]
record-2: ■ 608 ರನ್ - 2000 ಇಸವಿ ಬಳಿಕ ಟೆಸ್ಟ್ ಇತಿಹಾಸದಲ್ಲಿ ತಂಡವೊಂದು ಎದುರಾಳಿ ತಂಡಕ್ಕೆ ನೀಡಿದ 4ನೇ ಅತಿದೊಡ್ಡ ಸವಾಲು [512,237,612,267]
biggest-win-6: ■ ಆಸ್ಟ್ರೇಲಿಯಾ ವಿರುದ್ಧ 320 ರನ್ ಜಯ (ಮೊಹಾಲಿ, 2013) [618,335,730,357]
crossword-cell [618,1378,641,1405]
crossword-cell [597,1378,620,1405]
asia-cup-text: ಕಳೆದ 22 ವರ್ಷಗಳ ಇತಿಹಾಸದಲ್ಲಿ ಭಾರತೀಯ ಮಹಿಳೆಯರ ಫುಟ್ಬಾಲ್ ತಂಡ ಇದೇ ಮೊದಲ ಬಾರಿ ಎಎಫ್‌ಸಿ ಮಹಿಳೆಯರ ಏಷ್ಯನ್ ಕಪ್ ಫುಟ್ಬಾಲ್ ಟೂರ್ನಿಗೆ ಅರ್ಹತೆ ಪಡೆದಿದೆ. ಥಾಯ್ಲೆಂಡ್ ವಿರುದ್ಧ 2-1 ಗೋಲುಗಳ ಅಂತರದಿಂದ ಗೆಲುವು ಸಾಧಿಸಿದ ಭಾರತ, ಆಸ್ಟ್ರೇಲಿಯಾದಲ್ಲಿ ನಡೆಯಲಿರುವ 2026ರ ಏಷ್ಯನ್ ಕಪ್‌ಗೆ ಅರ್ಹತೆ ಗಳಿಸಿತು. ನಾಯಕಿ ಸಂಗೀತಾ ಬಸ್ಫೋರ್ ಎರಡು ಗೋಲು ದಾಖಲಿಸಿದರು. ಈ ಸಾಧನೆಗೆ ಕ್ರೀಡಾ ಸಚಿವಾಲಯ ತಂಡಕ್ಕೆ ಅಭಿನಂದನೆ ಸಲ್ಲಿಸಿದ್ದು, ಹಾಕಿ ಇಂಡಿಯಾ ಮಾದರಿಯಲ್ಲಿ ಪ್ರತಿ ಆಟಗಾರ್ತಿಗೆ 50,000 ಡಾಲರ್ ನಗದು ಬಹುಮಾನ ಘೋಷಿಸಿದೆ. [210,798,426,849]
crossword-cell[interactable] [532,1431,555,1458]
gill-record-7: ■ ನಾಯಕನಾಗಿ ಇನ್ನಿಂಗ್ಸ್‌ವೊಂದರಲ್ಲಿ ಅತಿಹೆಚ್ಚು ರನ್ ಹೊಡೆದ ಕೊಹ್ಲಿ (2019ರಲ್ಲಿ ದ.ಆಫ್ರಿಕಾ ವಿರುದ್ಧ ಅಜೇಯ 254 ರನ್) ದಾಖಲೆ ಮುರಿದ ಗಿಲ್ (269) [740,351,922,373]
city-label: ಶಿವಮೊಗ್ಗ [120,64,144,73]
crossword-cell[interactable] [511,1378,534,1405]
crossword-cell-number: 6 [491,1326,495,1334]
crossword-cell[interactable] [640,1431,663,1458]
clue-down-4: 4.ಮರದಲ್ಲಿ ಬೆಳೆಯುವ ಹಣ್ಣು (2) [764,1363,836,1370]
crossword-cell[interactable] [661,1299,684,1326]
gill-record-6: ■ ಬರ್ಮಿಂಗಮ್ ಟೆಸ್ಟ್ ಮೊದಲ ಇನ್ನಿಂಗ್ಸ್‌ನಲ್ಲಿ ಗಿಲ್ ಹೊಡೆದ 269 ರನ್ ಭಾರತದ ಪರ ದಾಖಲಾದ 7ನೇ ಅತ್ಯುತ್ತಮ ಟೆಸ್ಟ್ ಇನ್ನಿಂಗ್ಸ್ [740,326,922,348]
page-number: ೧೨ [752,64,777,89]
asia-cup-dateline: ಹೊಸದಿಲ್ಲಿ: [210,798,234,806]
crossword-cell-number: 16 [663,1431,672,1439]
biggest-win-1: ■ ಇಂಗ್ಲೆಂಡ್ ವಿರುದ್ಧ 434 ರನ್ ಜಯ (ರಾಜ್‌ಕೋಟ್, 2024) [618,212,730,234]
dashed-separator [22,1198,922,1200]
crossword-cell-number: 1 [491,1274,495,1281]
answer-label: ಉತ್ತರ [708,1270,736,1285]
crossword-cell[interactable] [532,1352,555,1379]
lead-dateline: ಬರ್ಮಿಂಗಮ್: [22,189,53,197]
crossword-cell[interactable] [554,1326,577,1353]
crossword-cell-number: 3 [577,1274,582,1281]
clues-column [764,1216,924,1460]
biggest-wins-title: ಅತಿದೊಡ್ಡ ಟೆಸ್ಟ್ ಜಯ [618,197,692,208]
player-head-4 [441,221,471,253]
clue-down-2: 2.ಇಂದ್ರಿಯವಿಗ್ರಹ ಮಾಡುವುದು (2) [764,1345,839,1352]
quick-fact-2: ■ ಬರ್ಮಿಂಗಮ್‌ನಲ್ಲಿ ಭಾರತಕ್ಕೆ ಗೆಲ್ಲಿಸಿದ ಮೊದಲ ನಾಯಕ ಗಿಲ್ [358,427,494,440]
rain-banner-text: ಐದನೇ ದಿನ ಮಳೆ ಅಡ್ಡಿ ; ಓವರ್ ಕಡಿತ [285,539,411,550]
crossword-title-bar [520,1218,650,1244]
clue-across-3: 6.ಪಾಠಶಾಲೆ-ವಿದ್ಯಾರ್ಥಿಗಳಿಗೆ ಕರೆ (3) [764,1244,841,1251]
